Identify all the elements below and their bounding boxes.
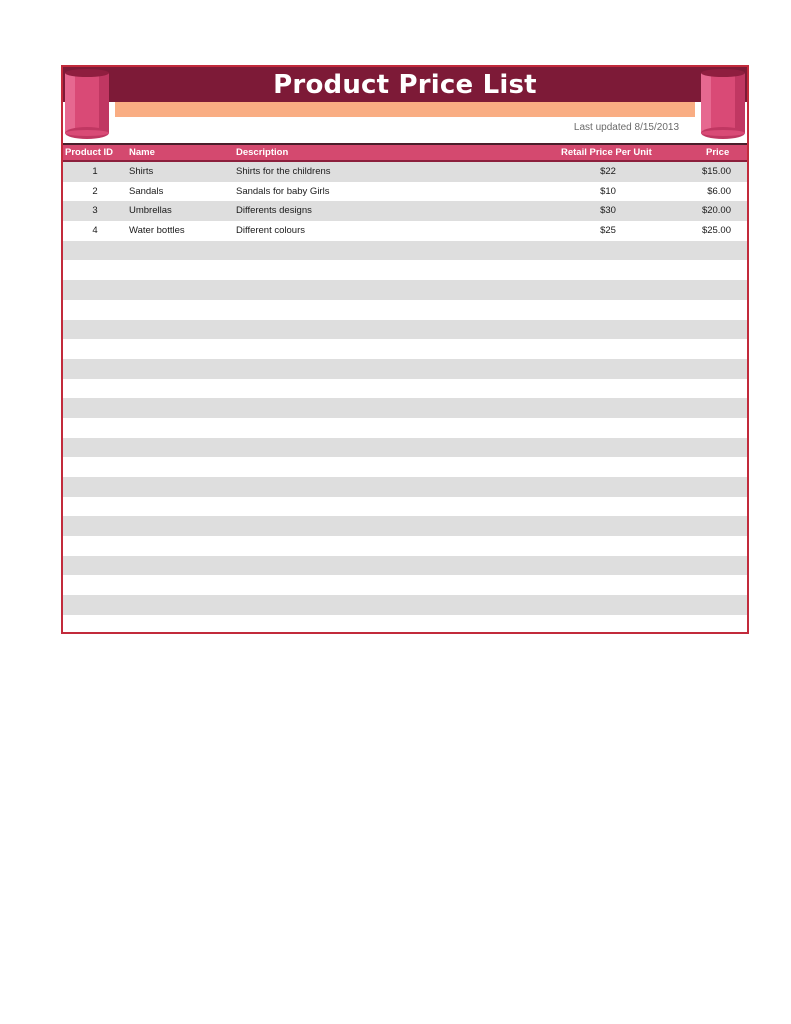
table-row-empty	[63, 418, 747, 438]
table-row-empty	[63, 260, 747, 280]
table-row	[63, 221, 747, 241]
cell-description: Different colours	[236, 225, 305, 237]
cell-price: $25.00	[701, 225, 731, 237]
cell-name: Umbrellas	[129, 205, 172, 217]
header-product-id: Product ID	[65, 147, 114, 158]
table-row-empty	[63, 477, 747, 497]
cell-description: Differents designs	[236, 205, 312, 217]
table-row-empty	[63, 320, 747, 340]
cell-product-id: 3	[92, 205, 98, 217]
table-row-empty	[63, 457, 747, 477]
table-row	[63, 201, 747, 221]
table-row-empty	[63, 359, 747, 379]
price-list-sheet	[61, 65, 749, 634]
cell-name: Shirts	[129, 166, 154, 177]
cell-price: $15.00	[701, 166, 731, 177]
table-row-empty	[63, 300, 747, 320]
cell-retail-price: $30	[600, 205, 616, 217]
table-row-empty	[63, 595, 747, 615]
header-retail-price: Retail Price Per Unit	[561, 147, 652, 158]
table-row-empty	[63, 497, 747, 517]
table-row-empty	[63, 575, 747, 595]
empty-rows	[63, 241, 747, 635]
cell-product-id: 1	[92, 166, 98, 177]
table-row-empty	[63, 516, 747, 536]
cell-description: Sandals for baby Girls	[236, 185, 330, 197]
table-row-empty	[63, 615, 747, 635]
table-row-empty	[63, 280, 747, 300]
page-title: Product Price List	[273, 70, 537, 100]
header-name: Name	[129, 147, 155, 158]
table-row-empty	[63, 438, 747, 458]
table-row-empty	[63, 556, 747, 576]
table-row-empty	[63, 398, 747, 418]
table-row-empty	[63, 339, 747, 359]
table-row-empty	[63, 379, 747, 399]
table-row-empty	[63, 241, 747, 261]
cell-product-id: 2	[92, 185, 98, 197]
cell-description: Shirts for the childrens	[236, 166, 331, 177]
table-row	[63, 162, 747, 182]
cell-product-id: 4	[92, 225, 98, 237]
table-header	[63, 143, 747, 162]
table-row	[63, 182, 747, 202]
cell-price: $20.00	[701, 205, 731, 217]
header-price: Price	[706, 147, 730, 158]
cell-retail-price: $25	[600, 225, 616, 237]
header-description: Description	[236, 147, 289, 158]
cell-retail-price: $10	[600, 185, 616, 197]
last-updated-label: Last updated 8/15/2013	[573, 122, 679, 133]
scroll-left-icon	[63, 69, 111, 141]
cell-name: Sandals	[129, 185, 164, 197]
accent-band	[115, 102, 695, 117]
table-row-empty	[63, 536, 747, 556]
scroll-right-icon	[699, 69, 747, 141]
cell-price: $6.00	[707, 185, 731, 197]
cell-retail-price: $22	[600, 166, 616, 177]
cell-name: Water bottles	[129, 225, 185, 237]
table-body	[63, 162, 747, 635]
